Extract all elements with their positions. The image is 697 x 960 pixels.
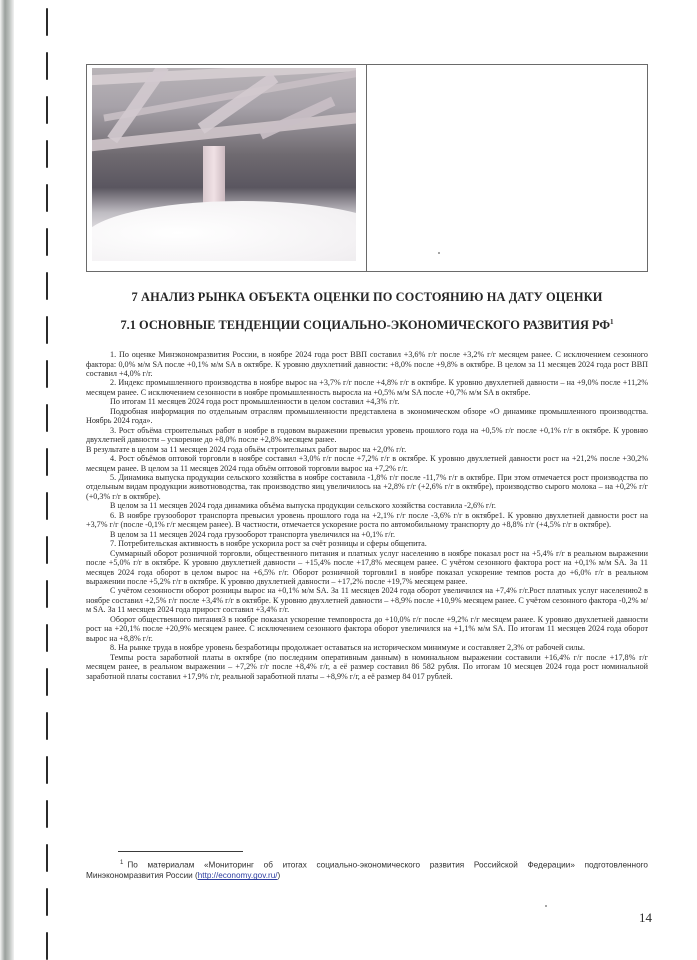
binding-hole xyxy=(46,580,48,608)
binding-hole xyxy=(46,536,48,564)
binding-hole xyxy=(46,844,48,872)
photo-table xyxy=(86,64,648,272)
footnote-separator xyxy=(118,851,243,852)
binding-hole xyxy=(46,8,48,36)
binding-hole xyxy=(46,184,48,212)
scan-binding-shadow xyxy=(0,0,14,960)
binding-perforation xyxy=(44,0,50,960)
binding-hole xyxy=(46,756,48,784)
binding-hole xyxy=(46,712,48,740)
paragraph-retail-seasonal: С учётом сезонности оборот розницы вырос на +0,1% м/м SA. За 11 месяцев 2024 года оборот увеличился на +7,4% г/г.Рост платных услуг населению2 в ноябре составил +2,5% г/г после +3,4% г/г в октябре. К уровню двухлетней давности – +8,9% после +10,9% месяцем ранее. С учётом сезонного фактора -0,2% м/м SA. За 11 месяцев 2024 года прирост составил +3,4% г/г. xyxy=(86,586,648,615)
paragraph-construction-11-months: В результате в целом за 11 месяцев 2024 года объём строительных работ вырос на +2,0% г/г. xyxy=(86,444,407,454)
binding-hole xyxy=(46,932,48,960)
binding-hole xyxy=(46,96,48,124)
binding-hole xyxy=(46,448,48,476)
paragraphs xyxy=(86,350,648,681)
paragraph-consumer-activity: 7. Потребительская активность в ноябре ускорила рост за счёт розницы и сферы общепита. xyxy=(110,539,427,549)
paragraph-industry-11-months: По итогам 11 месяцев 2024 года рост промышленности в целом составил +4,3% г/г. xyxy=(110,397,400,407)
paragraph-agriculture-11-months: В целом за 11 месяцев 2024 года динамика объёма выпуска продукции сельского хозяйства составила -2,6% г/г. xyxy=(110,501,496,511)
paragraph-freight: 6. В ноябре грузооборот транспорта превысил уровень прошлого года на +2,1% г/г после -3,6% г/г в октябре1. К уровню двухлетней давности рост на +3,7% г/г (после -0,1% г/г месяцем ранее). В частности, отмечается ускорение роста по автомобильному транспорту до +8,8% г/г (+4,5% г/г в октябре). xyxy=(86,510,648,530)
binding-hole xyxy=(46,316,48,344)
footnote-text: По материалам «Мониторинг об итогах социально-экономического развития Российской Федерации» подготовленного Минэкономразвития России ( xyxy=(86,860,648,881)
paragraph-wages: Темпы роста заработной платы в октябре (по последним оперативным данным) в номинальном выражении составили +16,4% г/г после +17,8% г/г месяцем ранее, в реальном выражении – +7,2% г/г после +8,4% г/г, а её размер составил 86 582 рубля. По итогам 10 месяцев 2024 года рост номинальной заработной платы составил +17,9% г/г, реальной заработной платы – +8,9% г/г, а её размер 84 017 рублей. xyxy=(86,652,648,681)
binding-hole xyxy=(46,492,48,520)
binding-hole xyxy=(46,404,48,432)
paragraph-retail-turnover: Суммарный оборот розничной торговли, общественного питания и платных услуг населению в ноябре показал рост на +5,4% г/г в реальном выражении после +5,0% г/г в октябре. К уровню двухлетней давности – +15,4% после +17,8% месяцем ранее. С учётом сезонного фактора рост на +0,1% м/м SA. За 11 месяцев 2024 года оборот в целом вырос на +6,5% г/г. Оборот розничной торговли1 в ноябре показал ускорение темпов роста до +6,0% г/г в реальном выражении после +5,2% г/г в октябре. К уровню двухлетней давности – +17,2% после +19,7% месяцем ранее. xyxy=(86,548,648,586)
binding-hole xyxy=(46,800,48,828)
footnote xyxy=(86,858,648,882)
material-pile xyxy=(92,201,356,261)
paragraph-agriculture: 5. Динамика выпуска продукции сельского хозяйства в ноябре составила -1,8% г/г после -11,7% г/г в октябре. При этом отмечается рост производства по отдельным видам продукции животноводства, так производство яиц увеличилось на +2,8% г/г (+2,6% г/г в октябре), производство сырого молока – на +0,2% г/г (+0,3% г/г в октябре). xyxy=(86,473,648,501)
binding-hole xyxy=(46,140,48,168)
binding-hole xyxy=(46,668,48,696)
section-title: 7 АНАЛИЗ РЫНКА ОБЪЕКТА ОЦЕНКИ ПО СОСТОЯНИЮ НА ДАТУ ОЦЕНКИ xyxy=(131,290,603,304)
paragraph-labor-market: 8. На рынке труда в ноябре уровень безработицы продолжает оставаться на историческом минимуме и составляет 2,3% от рабочей силы. xyxy=(110,643,585,653)
paragraph-industry-details: Подробная информация по отдельным отраслям промышленности представлена в экономическом обзоре «О динамике промышленного производства. Ноябрь 2024 года». xyxy=(86,406,648,426)
binding-hole xyxy=(46,272,48,300)
paragraph-industrial-production: 2. Индекс промышленного производства в ноябре вырос на +3,7% г/г после +4,8% г/г в октябре. К уровню двухлетней давности – на +9,0% после +11,2% месяцем ранее. С исключением сезонности в ноябре промышленность выросла на +0,5% м/м SA после +0,7% м/м SA в октябре. xyxy=(86,378,648,397)
paragraph-catering: Оборот общественного питания3 в ноябре показал ускорение темповроста до +10,0% г/г после +9,2% г/г месяцем ранее. К уровню двухлетней давности рост на +20,1% после +20,9% месяцем ранее. С исключением сезонного фактора оборот увеличился на +1,1% м/м SA. По итогам 11 месяцев 2024 года оборот вырос на +8,8% г/г. xyxy=(86,614,648,643)
paragraph-construction: 3. Рост объёма строительных работ в ноябре в годовом выражении превысил уровень прошлого года на +0,5% г/г после +0,1% г/г в октябре. К уровню двухлетней давности – ускорение до +8,0% после +2,8% месяцем ранее. xyxy=(86,425,648,445)
page-number: 14 xyxy=(639,910,652,925)
footnote-closing: ) xyxy=(277,871,281,881)
binding-hole xyxy=(46,624,48,652)
paragraph-wholesale: 4. Рост объёмов оптовой торговли в ноябре составил +3,0% г/г после +7,2% г/г в октябре. К уровню двухлетней давности рост на +21,2% после +30,2% месяцем ранее. В целом за 11 месяцев 2024 года объём оптовой торговли вырос на +7,2% г/г. xyxy=(86,454,648,473)
binding-hole xyxy=(46,52,48,80)
footnote-reference[interactable]: 1 xyxy=(610,318,614,326)
footnote-number: 1 xyxy=(120,860,124,866)
binding-hole xyxy=(46,228,48,256)
binding-hole xyxy=(46,888,48,916)
subsection-title-text: 7.1 ОСНОВНЫЕ ТЕНДЕНЦИИ СОЦИАЛЬНО-ЭКОНОМИЧЕСКОГО РАЗВИТИЯ РФ xyxy=(120,318,611,333)
footnote-link[interactable]: http://economy.gov.ru/ xyxy=(197,871,278,881)
photo-cell-left xyxy=(87,65,367,271)
scan-speck xyxy=(545,905,547,907)
paragraph-freight-11-months: В целом за 11 месяцев 2024 года грузооборот транспорта увеличился на +0,1% г/г. xyxy=(110,529,396,539)
scan-speck xyxy=(438,252,440,254)
photo-cell-right-empty xyxy=(367,65,647,271)
paragraph-gdp: 1. По оценке Минэкономразвития России, в ноябре 2024 года рост ВВП составил +3,6% г/г после +3,2% г/г месяцем ранее. С исключением сезонного фактора: 0,0% м/м SA после +0,1% м/м SA в октябре. К уровню двухлетний давности: +8,0% после +9,8% в октябре. В целом за 11 месяцев 2024 года рост ВВП составил +4,0% г/г. xyxy=(86,350,648,379)
warehouse-interior-photo xyxy=(92,68,356,261)
subsection-title xyxy=(86,318,648,333)
document-body xyxy=(86,290,648,681)
binding-hole xyxy=(46,360,48,388)
